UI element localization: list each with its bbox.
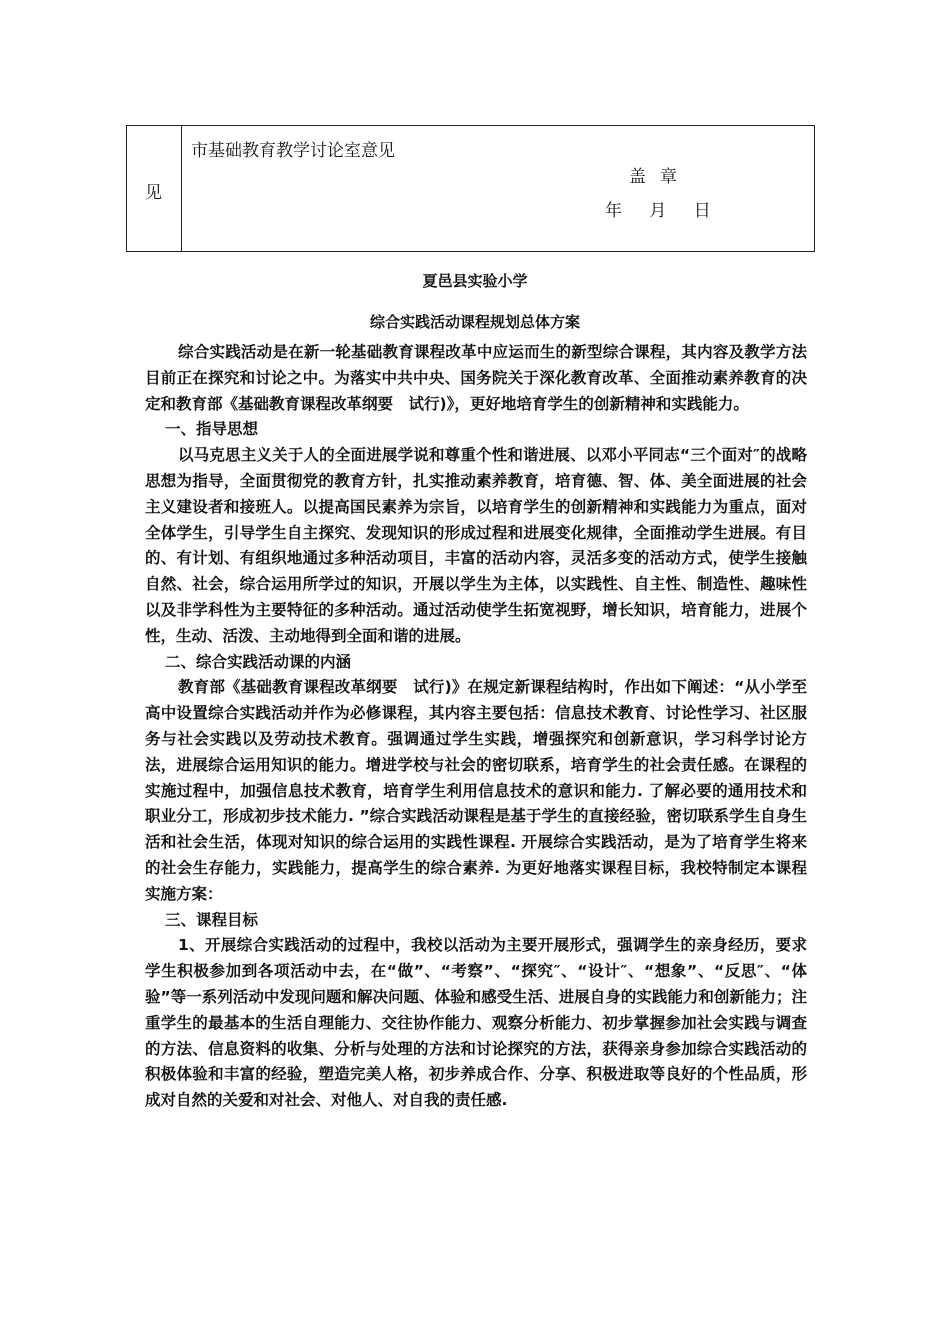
section-paragraph-2: 教育部《基础教育课程改革纲要 试行)》在规定新课程结构时，作出如下阐述：“从小学至高中设置综合实践活动并作为必修课程，其内容主要包括：信息技术教育、讨论性学习、社区服务与社会实践以及劳动技术教育。强调通过学生实践，增强探究和创新意识，学习科学讨论方法，进展综合运用知识的能力。增进学校与社会的密切联系，培育学生的社会责任感。在课程的实施过程中，加强信息技术教育，培育学生利用信息技术的意识和能力. 了解必要的通用技术和职业分工，形成初步技术能力. ”综合实践活动课程是基于学生的直接经验，密切联系学生自身生活和社会生活，体现对知识的综合运用的实践性课程. 开展综合实践活动，是为了培育学生将来的社会生存能力，实践能力，提高学生的综合素养. 为更好地落实课程目标，我校特制定本课程实施方案： bbox=[145, 678, 807, 903]
table-opinion-text: 市基础教育教学讨论室意见 bbox=[191, 141, 395, 161]
section-paragraph-3: 1、开展综合实践活动的过程中，我校以活动为主要开展形式，强调学生的亲身经历，要求学生积极参加到各项活动中去，在“做”、“考察”、“探究″、“设计″、“想象”、“反思″、“体验”等一系列活动中发现问题和解决问题、体验和感受生活、进展自身的实践能力和创新能力；注重学生的最基本的生活自理能力、交往协作能力、观察分析能力、初步掌握参加社会实践与调查的方法、信息资料的收集、分析与处理的方法和讨论探究的方法，获得亲身参加综合实践活动的积极体验和丰富的经验，塑造完美人格，初步养成合作、分享、积极进取等良好的个性品质，形成对自然的关爱和对社会、对他人、对自我的责任感. bbox=[145, 936, 807, 1110]
table-divider bbox=[181, 126, 182, 251]
seal-label: 盖章 bbox=[629, 167, 691, 187]
document-body bbox=[145, 340, 807, 1114]
intro-paragraph: 综合实践活动是在新一轮基础教育课程改革中应运而生的新型综合课程，其内容及教学方法目前正在探究和讨论之中。为落实中共中央、国务院关于深化教育改革、全面推动素养教育的决定和教育部《基础教育课程改革纲要 试行)》，更好地培育学生的创新精神和实践能力。 bbox=[145, 343, 807, 413]
date-label: 年 月 日 bbox=[605, 201, 711, 221]
opinion-table bbox=[126, 125, 815, 252]
school-name: 夏邑县实验小学 bbox=[422, 272, 528, 290]
document-title: 综合实践活动课程规划总体方案 bbox=[369, 313, 580, 331]
section-heading-1: 一、指导思想 bbox=[165, 420, 259, 439]
section-paragraph-1: 以马克思主义关于人的全面进展学说和尊重个性和谐进展、以邓小平同志“三个面对″的战略思想为指导，全面贯彻党的教育方针，扎实推动素养教育，培育德、智、体、美全面进展的社会主义建设者和接班人。以提高国民素养为宗旨，以培育学生的创新精神和实践能力为重点，面对全体学生，引导学生自主探究、发现知识的形成过程和进展变化规律，全面推动学生进展。有目的、有计划、有组织地通过多种活动项目，丰富的活动内容，灵活多变的活动方式，使学生接触自然、社会，综合运用所学过的知识，开展以学生为主体，以实践性、自主性、制造性、趣味性以及非学科性为主要特征的多种活动。通过活动使学生拓宽视野，增长知识，培育能力，进展个性，生动、活泼、主动地得到全面和谐的进展。 bbox=[145, 446, 807, 645]
table-label: 见 bbox=[145, 183, 162, 203]
section-heading-2: 二、综合实践活动课的内涵 bbox=[165, 652, 352, 671]
section-heading-3: 三、课程目标 bbox=[165, 910, 259, 929]
